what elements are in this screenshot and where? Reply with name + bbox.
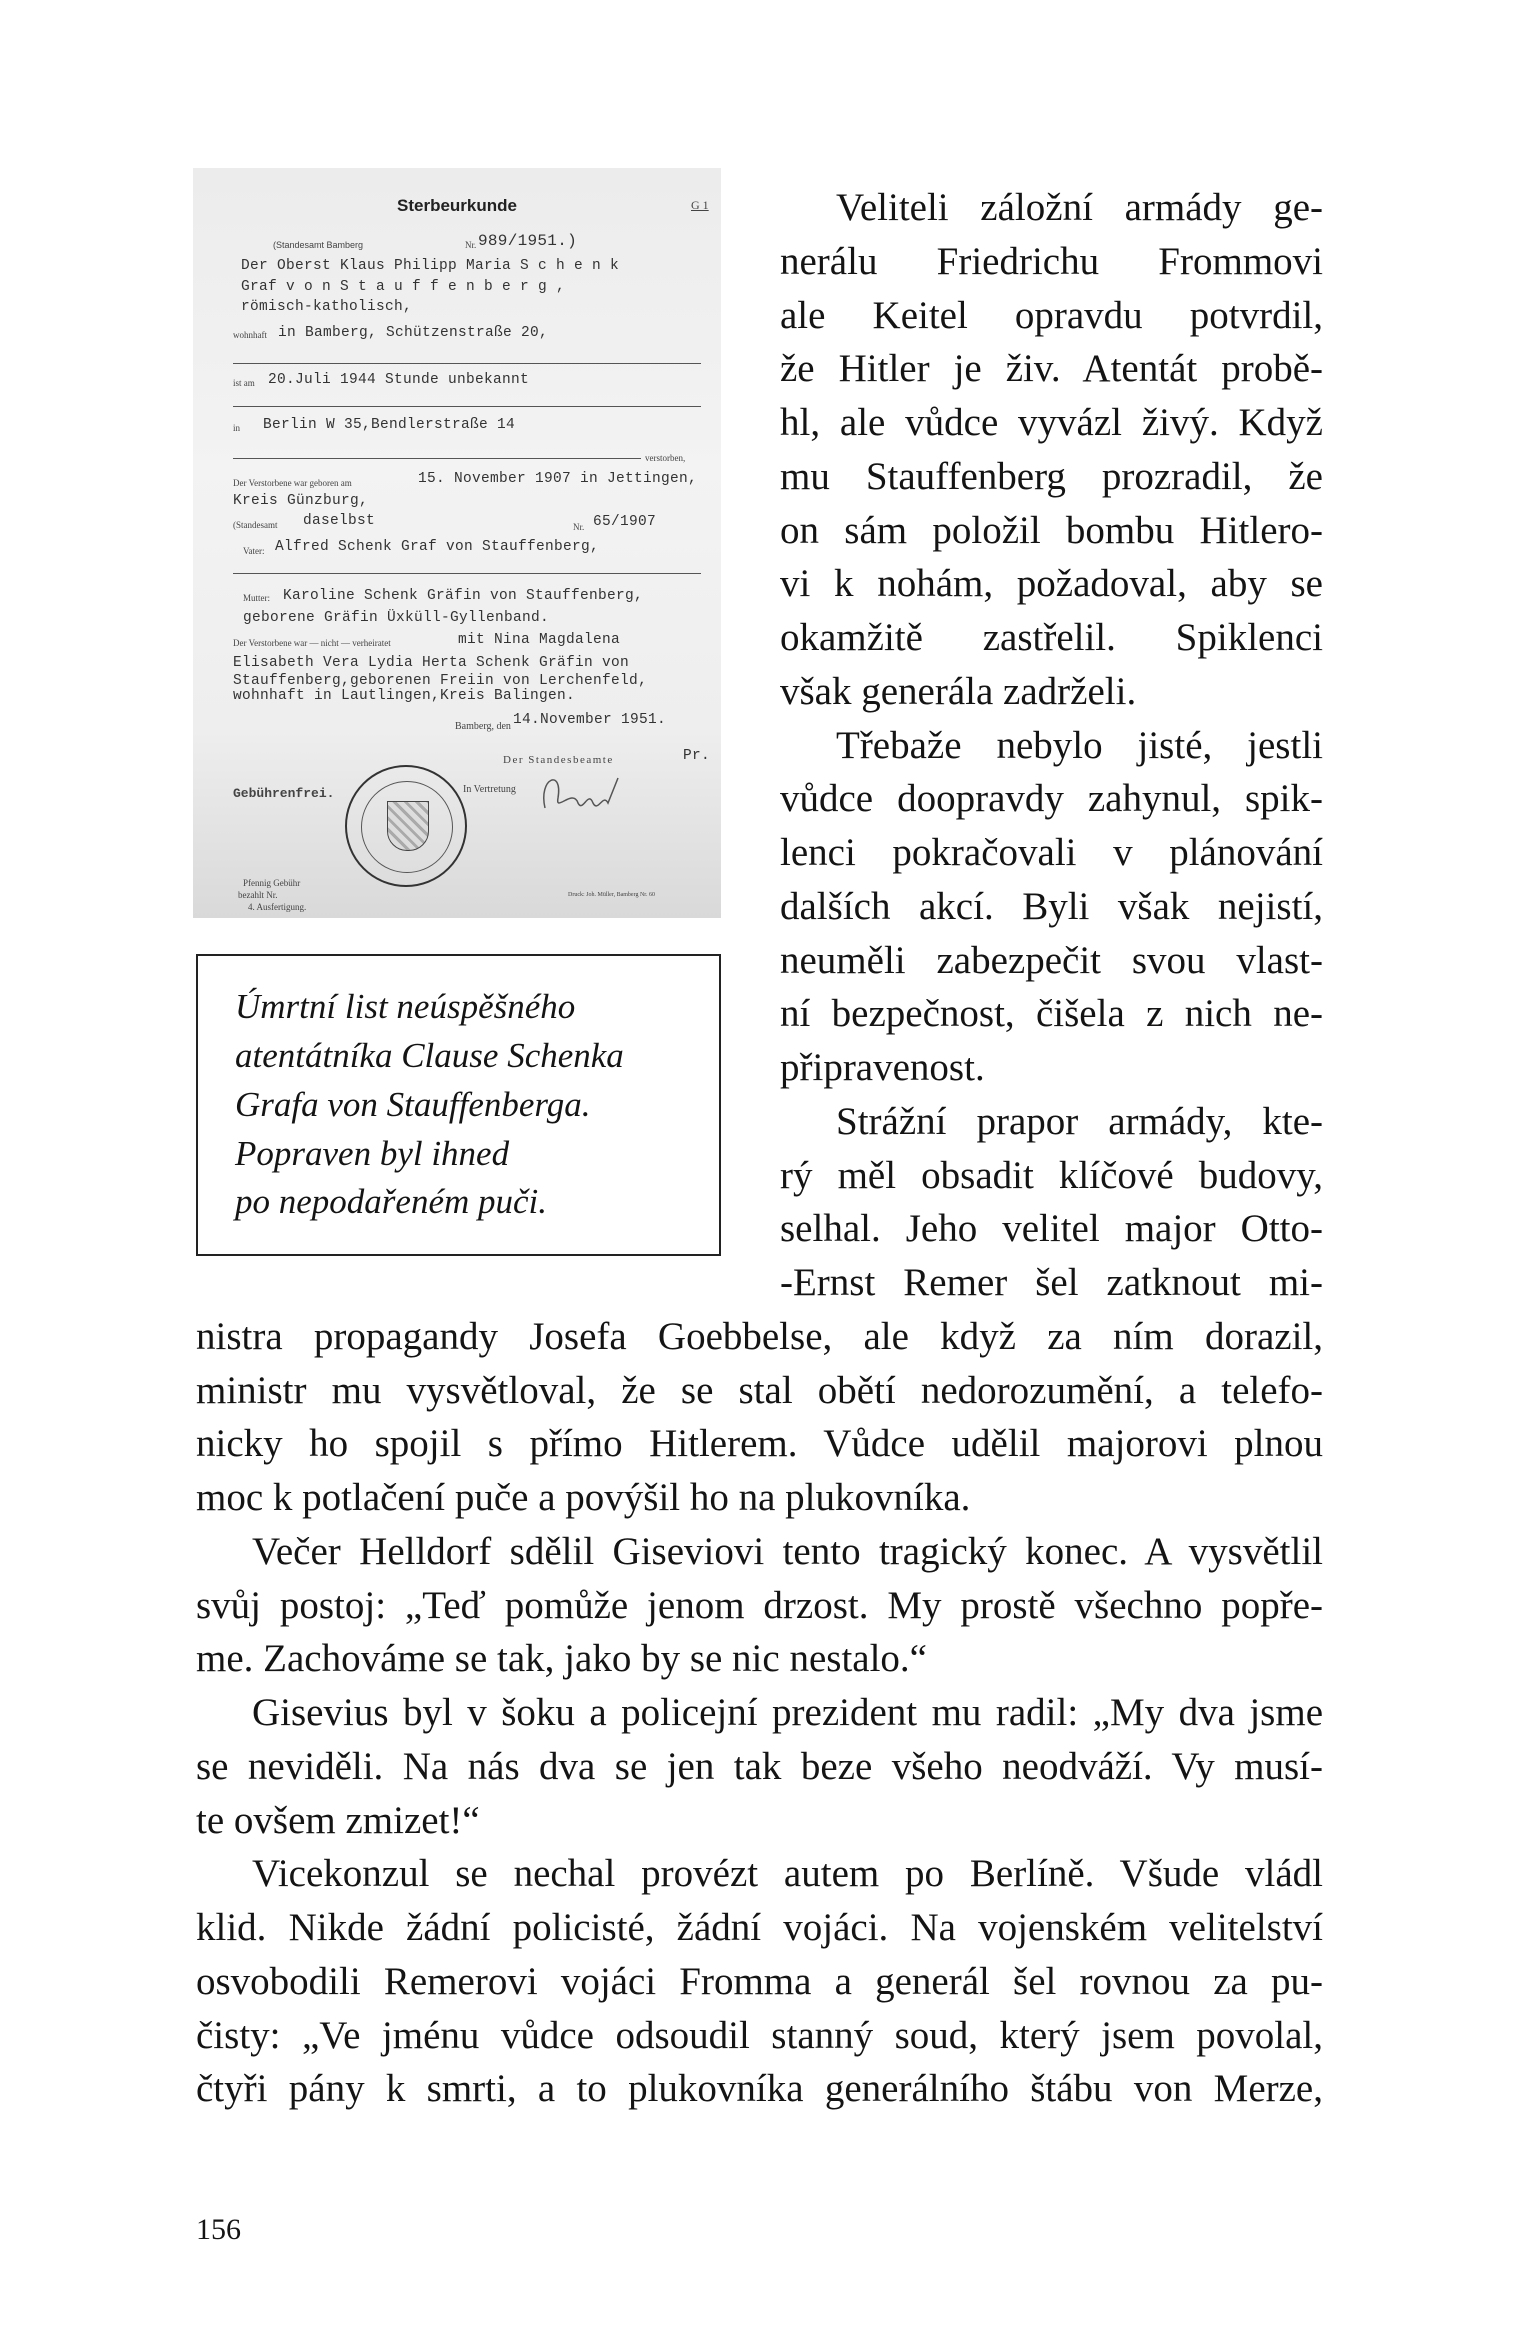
body-line: vi k nohám, požadoval, aby se (780, 562, 1323, 606)
body-line: nerálu Friedrichu Frommovi (780, 239, 1323, 283)
body-line: Strážní prapor armády, kte- (836, 1099, 1323, 1143)
body-line: svůj postoj: „Teď pomůže jenom drzost. My prostě všechno popře- (196, 1583, 1323, 1627)
typed-line: Karoline Schenk Gräfin von Stauffenberg, (283, 588, 644, 604)
body-line: dalších akcí. Byli však nejistí, (780, 884, 1323, 928)
form-label: Druck: Joh. Müller, Bamberg Nr. 60 (568, 892, 655, 898)
typed-line: Stauffenberg,geborenen Freiin von Lerchenfeld, (233, 673, 648, 689)
typed-line: wohnhaft in Lautlingen,Kreis Balingen. (233, 688, 576, 704)
form-label: ist am (233, 378, 255, 388)
typed-line: römisch-katholisch, (241, 299, 413, 315)
body-line: ale Keitel opravdu potvrdil, (780, 293, 1323, 337)
form-label: Der Standesbeamte (503, 754, 614, 766)
form-label: Der Verstorbene war geboren am (233, 478, 352, 488)
typed-line: 65/1907 (593, 514, 657, 530)
body-line: čisty: „Ve jménu vůdce odsoudil stanný soud, který jsem povolal, (196, 2013, 1323, 2057)
caption-line: Úmrtní list neúspěšného (235, 987, 576, 1026)
body-line: nicky ho spojil s přímo Hitlerem. Vůdce udělil majorovi plnou (196, 1422, 1323, 1466)
body-line: Gisevius byl v šoku a policejní prezident mu radil: „My dva jsme (252, 1691, 1323, 1734)
typed-line: Elisabeth Vera Lydia Herta Schenk Gräfin von (233, 655, 630, 671)
certificate-title: Sterbeurkunde (397, 196, 517, 215)
form-label: Mutter: (243, 593, 270, 603)
body-line: ní bezpečnost, čišela z nich ne- (780, 992, 1323, 1036)
typed-line: 14.November 1951. (513, 712, 667, 728)
body-line: ministr mu vysvětloval, že se stal obětí nedorozumění, a telefo- (196, 1368, 1323, 1412)
number-label: Nr. (465, 240, 477, 250)
form-label: verstorben, (645, 453, 686, 463)
form-label: Pfennig Gebühr (243, 878, 301, 888)
form-label: 4. Ausfertigung. (248, 902, 307, 912)
typed-line: Graf v o n S t a u f f e n b e r g , (241, 279, 566, 295)
form-label: In Vertretung (463, 784, 516, 795)
body-line: hl, ale vůdce vyvázl živý. Když (780, 401, 1323, 444)
body-line: však generála zadrželi. (780, 669, 1137, 713)
caption-line: atentátníka Clause Schenka (235, 1036, 624, 1075)
body-line: on sám položil bombu Hitlero- (780, 508, 1323, 552)
signature (533, 768, 633, 823)
typed-line: 20.Juli 1944 Stunde unbekannt (268, 372, 530, 388)
body-line: že Hitler je živ. Atentát probě- (780, 347, 1323, 391)
body-line: čtyři pány k smrti, a to plukovníka generálního štábu von Merze, (196, 2067, 1323, 2111)
form-label: wohnhaft (233, 330, 267, 340)
body-line: Vicekonzul se nechal provézt autem po Berlíně. Všude vládl (252, 1852, 1323, 1896)
typed-line: Der Oberst Klaus Philipp Maria S c h e n k (241, 258, 620, 274)
caption-line: Grafa von Stauffenberga. (235, 1085, 591, 1124)
form-label: in (233, 423, 241, 433)
body-line: Třebaže nebylo jisté, jestli (836, 723, 1323, 767)
form-label: Vater: (243, 546, 265, 556)
body-line: selhal. Jeho velitel major Otto- (780, 1207, 1323, 1251)
certificate-number: 989/1951.) (478, 232, 578, 250)
form-label: Nr. (573, 522, 585, 532)
typed-line: Berlin W 35,Bendlerstraße 14 (263, 417, 516, 433)
typed-line: in Bamberg, Schützenstraße 20, (278, 325, 549, 341)
body-line: vůdce doopravdy zahynul, spik- (780, 777, 1323, 821)
body-line: -Ernst Remer šel zatknout mi- (780, 1261, 1323, 1304)
page-number: 156 (196, 2213, 241, 2246)
typed-line: geborene Gräfin Üxküll-Gyllenband. (243, 610, 550, 626)
form-label: Bamberg, den (455, 721, 511, 732)
body-line: neuměli zabezpečit svou vlast- (780, 938, 1323, 982)
office-label: (Standesamt Bamberg (273, 240, 364, 250)
typed-line: Alfred Schenk Graf von Stauffenberg, (275, 539, 600, 555)
form-label: Gebührenfrei. (233, 786, 335, 801)
body-line: připravenost. (780, 1046, 985, 1089)
death-certificate-image (193, 168, 721, 918)
body-line: rý měl obsadit klíčové budovy, (780, 1153, 1323, 1197)
typed-line: daselbst (303, 513, 376, 529)
body-line: Večer Helldorf sdělil Giseviovi tento tragický konec. A vysvětlil (252, 1529, 1323, 1573)
body-line: lenci pokračovali v plánování (780, 831, 1323, 874)
typed-line: 15. November 1907 in Jettingen, (418, 471, 698, 487)
body-line: klid. Nikde žádní policisté, žádní vojáci. Na vojenském velitelství (196, 1906, 1323, 1949)
body-line: osvobodili Remerovi vojáci Fromma a generál šel rovnou za pu- (196, 1959, 1323, 2003)
body-line: moc k potlačení puče a povýšil ho na plukovníka. (196, 1476, 971, 1519)
body-line: mu Stauffenberg prozradil, že (780, 454, 1323, 498)
form-label: Pr. (683, 748, 711, 764)
body-line: me. Zachováme se tak, jako by se nic nestalo.“ (196, 1637, 927, 1681)
body-line: Veliteli záložní armády ge- (836, 186, 1323, 229)
figure-caption (196, 954, 721, 1256)
typed-line: Kreis Günzburg, (233, 493, 369, 509)
body-line: nistra propagandy Josefa Goebbelse, ale když za ním dorazil, (196, 1314, 1323, 1358)
official-seal (345, 765, 467, 887)
form-label: Der Verstorbene war — nicht — verheiratet (233, 638, 391, 648)
form-label: bezahlt Nr. (238, 890, 278, 900)
body-line: te ovšem zmizet!“ (196, 1798, 480, 1842)
typed-line: mit Nina Magdalena (458, 632, 621, 648)
caption-line: Popraven byl ihned (235, 1134, 510, 1173)
form-code: G 1 (691, 198, 709, 212)
body-line: se neviděli. Na nás dva se jen tak beze všeho neodváží. Vy musí- (196, 1744, 1323, 1788)
body-line: okamžitě zastřelil. Spiklenci (780, 616, 1323, 659)
caption-line: po nepodařeném puči. (235, 1182, 548, 1221)
form-label: (Standesamt (233, 520, 278, 530)
